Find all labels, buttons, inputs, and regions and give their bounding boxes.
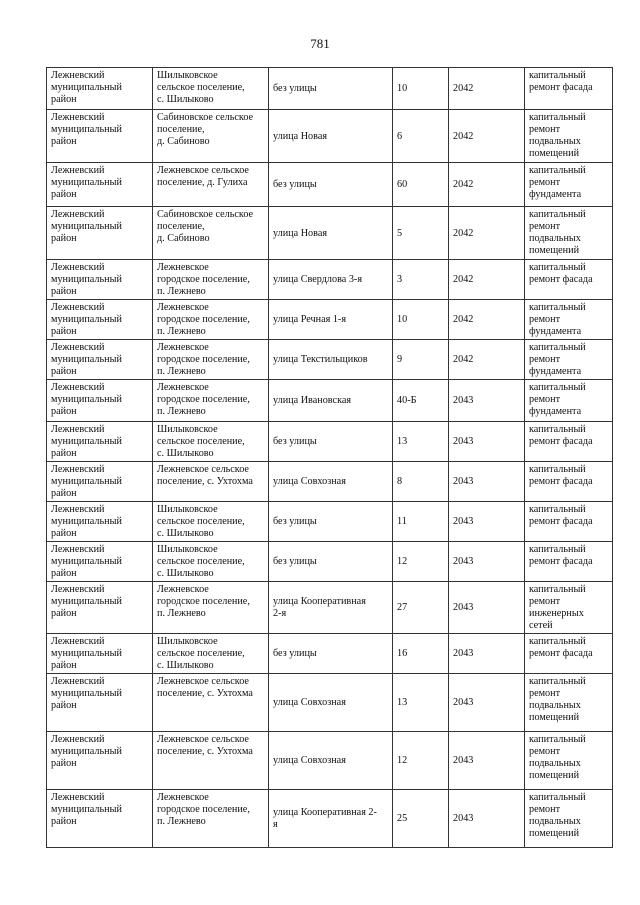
settlement-cell: Шилыковское сельское поселение, с. Шилыково [153,422,269,462]
district-cell: Лежневский муниципальный район [47,732,153,790]
year-cell: 2043 [449,462,525,502]
district-cell: Лежневский муниципальный район [47,582,153,634]
year-cell: 2043 [449,502,525,542]
work-type-cell: капитальный ремонт подвальных помещений [525,790,613,848]
district-cell: Лежневский муниципальный район [47,163,153,207]
settlement-cell: Лежневское сельское поселение, с. Ухтохма [153,674,269,732]
work-type-cell: капитальный ремонт подвальных помещений [525,674,613,732]
table-row [47,110,613,163]
work-type-cell: капитальный ремонт фасада [525,68,613,110]
street-cell: улица Кооперативная 2- я [269,790,393,848]
house-number-cell: 16 [393,634,449,674]
table-row [47,502,613,542]
settlement-cell: Лежневское городское поселение, п. Лежнево [153,380,269,422]
settlement-cell: Лежневское городское поселение, п. Лежнево [153,260,269,300]
street-cell: без улицы [269,163,393,207]
table-row [47,422,613,462]
table-row [47,634,613,674]
table-row [47,163,613,207]
table-body [47,68,613,848]
district-cell: Лежневский муниципальный район [47,542,153,582]
table-row [47,674,613,732]
house-number-cell: 8 [393,462,449,502]
work-type-cell: капитальный ремонт фундамента [525,380,613,422]
street-cell: улица Новая [269,207,393,260]
year-cell: 2042 [449,68,525,110]
year-cell: 2043 [449,732,525,790]
district-cell: Лежневский муниципальный район [47,380,153,422]
settlement-cell: Шилыковское сельское поселение, с. Шилыково [153,634,269,674]
district-cell: Лежневский муниципальный район [47,110,153,163]
settlement-cell: Лежневское городское поселение, п. Лежнево [153,582,269,634]
repair-schedule-table [46,67,613,848]
house-number-cell: 25 [393,790,449,848]
table-row [47,68,613,110]
street-cell: без улицы [269,68,393,110]
street-cell: улица Речная 1-я [269,300,393,340]
work-type-cell: капитальный ремонт подвальных помещений [525,207,613,260]
house-number-cell: 13 [393,674,449,732]
work-type-cell: капитальный ремонт фасада [525,462,613,502]
district-cell: Лежневский муниципальный район [47,674,153,732]
house-number-cell: 6 [393,110,449,163]
page-number: 781 [310,36,330,51]
settlement-cell: Лежневское сельское поселение, с. Ухтохма [153,732,269,790]
house-number-cell: 40-Б [393,380,449,422]
district-cell: Лежневский муниципальный район [47,68,153,110]
year-cell: 2043 [449,674,525,732]
settlement-cell: Лежневское городское поселение, п. Лежнево [153,340,269,380]
table-row [47,207,613,260]
work-type-cell: капитальный ремонт фасада [525,634,613,674]
house-number-cell: 11 [393,502,449,542]
work-type-cell: капитальный ремонт фасада [525,542,613,582]
table-row [47,732,613,790]
work-type-cell: капитальный ремонт фасада [525,260,613,300]
settlement-cell: Шилыковское сельское поселение, с. Шилыково [153,542,269,582]
district-cell: Лежневский муниципальный район [47,260,153,300]
street-cell: без улицы [269,502,393,542]
district-cell: Лежневский муниципальный район [47,790,153,848]
house-number-cell: 10 [393,300,449,340]
street-cell: улица Кооперативная 2-я [269,582,393,634]
work-type-cell: капитальный ремонт инженерных сетей [525,582,613,634]
work-type-cell: капитальный ремонт фундамента [525,300,613,340]
settlement-cell: Лежневское сельское поселение, с. Ухтохма [153,462,269,502]
house-number-cell: 9 [393,340,449,380]
street-cell: без улицы [269,634,393,674]
street-cell: улица Совхозная [269,674,393,732]
table-row [47,380,613,422]
work-type-cell: капитальный ремонт фундамента [525,163,613,207]
table-row [47,462,613,502]
year-cell: 2043 [449,634,525,674]
house-number-cell: 3 [393,260,449,300]
house-number-cell: 12 [393,542,449,582]
year-cell: 2043 [449,380,525,422]
street-cell: улица Текстильщиков [269,340,393,380]
street-cell: улица Совхозная [269,462,393,502]
table-row [47,790,613,848]
street-cell: улица Свердлова 3-я [269,260,393,300]
district-cell: Лежневский муниципальный район [47,502,153,542]
year-cell: 2043 [449,582,525,634]
year-cell: 2043 [449,790,525,848]
year-cell: 2042 [449,260,525,300]
year-cell: 2043 [449,422,525,462]
table-row [47,260,613,300]
district-cell: Лежневский муниципальный район [47,462,153,502]
district-cell: Лежневский муниципальный район [47,300,153,340]
house-number-cell: 5 [393,207,449,260]
district-cell: Лежневский муниципальный район [47,207,153,260]
district-cell: Лежневский муниципальный район [47,634,153,674]
district-cell: Лежневский муниципальный район [47,340,153,380]
settlement-cell: Сабиновское сельское поселение, д. Сабиново [153,207,269,260]
settlement-cell: Лежневское сельское поселение, д. Гулиха [153,163,269,207]
house-number-cell: 60 [393,163,449,207]
house-number-cell: 27 [393,582,449,634]
table-row [47,340,613,380]
table-row [47,300,613,340]
work-type-cell: капитальный ремонт фундамента [525,340,613,380]
house-number-cell: 12 [393,732,449,790]
street-cell: улица Новая [269,110,393,163]
settlement-cell: Шилыковское сельское поселение, с. Шилыково [153,68,269,110]
year-cell: 2042 [449,163,525,207]
year-cell: 2043 [449,542,525,582]
street-cell: улица Совхозная [269,732,393,790]
settlement-cell: Лежневское городское поселение, п. Лежнево [153,790,269,848]
settlement-cell: Сабиновское сельское поселение, д. Сабиново [153,110,269,163]
year-cell: 2042 [449,110,525,163]
work-type-cell: капитальный ремонт подвальных помещений [525,732,613,790]
work-type-cell: капитальный ремонт фасада [525,422,613,462]
house-number-cell: 10 [393,68,449,110]
work-type-cell: капитальный ремонт фасада [525,502,613,542]
year-cell: 2042 [449,207,525,260]
street-cell: без улицы [269,422,393,462]
table-row [47,542,613,582]
street-cell: улица Ивановская [269,380,393,422]
settlement-cell: Шилыковское сельское поселение, с. Шилыково [153,502,269,542]
district-cell: Лежневский муниципальный район [47,422,153,462]
work-type-cell: капитальный ремонт подвальных помещений [525,110,613,163]
house-number-cell: 13 [393,422,449,462]
year-cell: 2042 [449,300,525,340]
street-cell: без улицы [269,542,393,582]
year-cell: 2042 [449,340,525,380]
table-row [47,582,613,634]
settlement-cell: Лежневское городское поселение, п. Лежнево [153,300,269,340]
